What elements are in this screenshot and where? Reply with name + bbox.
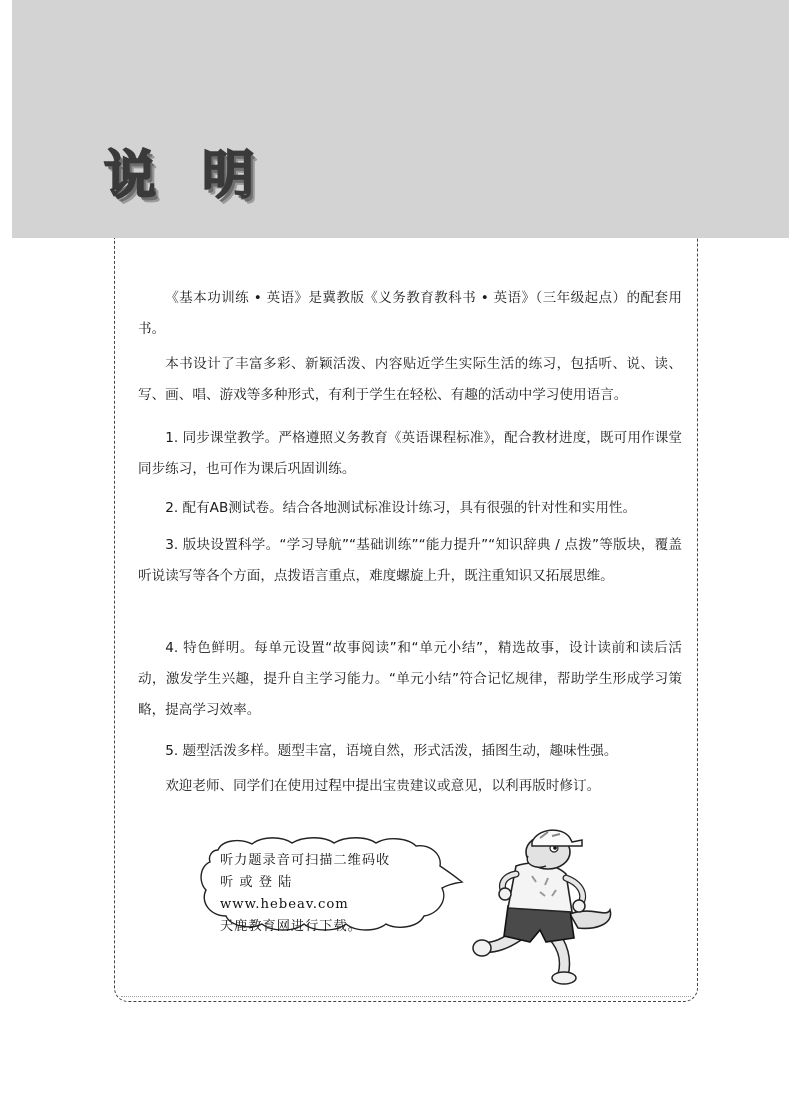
closing-paragraph: 欢迎老师、同学们在使用过程中提出宝贵建议或意见，以利再版时修订。: [165, 778, 601, 794]
download-notice-line-1: 听力题录音可扫描二维码收: [220, 853, 391, 868]
speech-bubble: [196, 836, 464, 932]
feature-4-paragraph: 4. 特色鲜明。每单元设置“故事阅读”和“单元小结”，精选故事，设计读前和读后活动，激发学生兴趣，提升自主学习能力。“单元小结”符合记忆规律，帮助学生形成学习策略，提高学习效率。: [138, 640, 682, 718]
feature-5-paragraph: 5. 题型活泼多样。题型丰富，语境自然，形式活泼，插图生动，趣味性强。: [165, 743, 618, 759]
download-notice: [220, 850, 420, 938]
feature-3-paragraph: 3. 版块设置科学。“学习导航”“基础训练”“能力提升”“知识辞典 / 点拨”等版块，覆盖听说读写等各个方面，点拨语言重点，难度螺旋上升，既注重知识又拓展思维。: [138, 537, 682, 584]
design-paragraph: 本书设计了丰富多彩、新颖活泼、内容贴近学生实际生活的练习，包括听、说、读、写、画、唱、游戏等多种形式，有利于学生在轻松、有趣的活动中学习使用语言。: [138, 356, 682, 403]
feature-2-paragraph: 2. 配有AB测试卷。结合各地测试标准设计练习，具有很强的针对性和实用性。: [165, 500, 637, 516]
dinosaur-mascot-icon: [470, 826, 620, 1000]
page-title: 说 明: [104, 146, 269, 206]
download-notice-line-3: 天鹿教育网进行下载。: [220, 919, 362, 934]
intro-paragraph: 《基本功训练 • 英语》是冀教版《义务教育教科书 • 英语》（三年级起点）的配套用书。: [138, 290, 682, 337]
download-notice-line-2: 听 或 登 陆 www.hebeav.com: [220, 875, 349, 912]
feature-1-paragraph: 1. 同步课堂教学。严格遵照义务教育《英语课程标准》，配合教材进度，既可用作课堂同步练习，也可作为课后巩固训练。: [138, 430, 682, 477]
